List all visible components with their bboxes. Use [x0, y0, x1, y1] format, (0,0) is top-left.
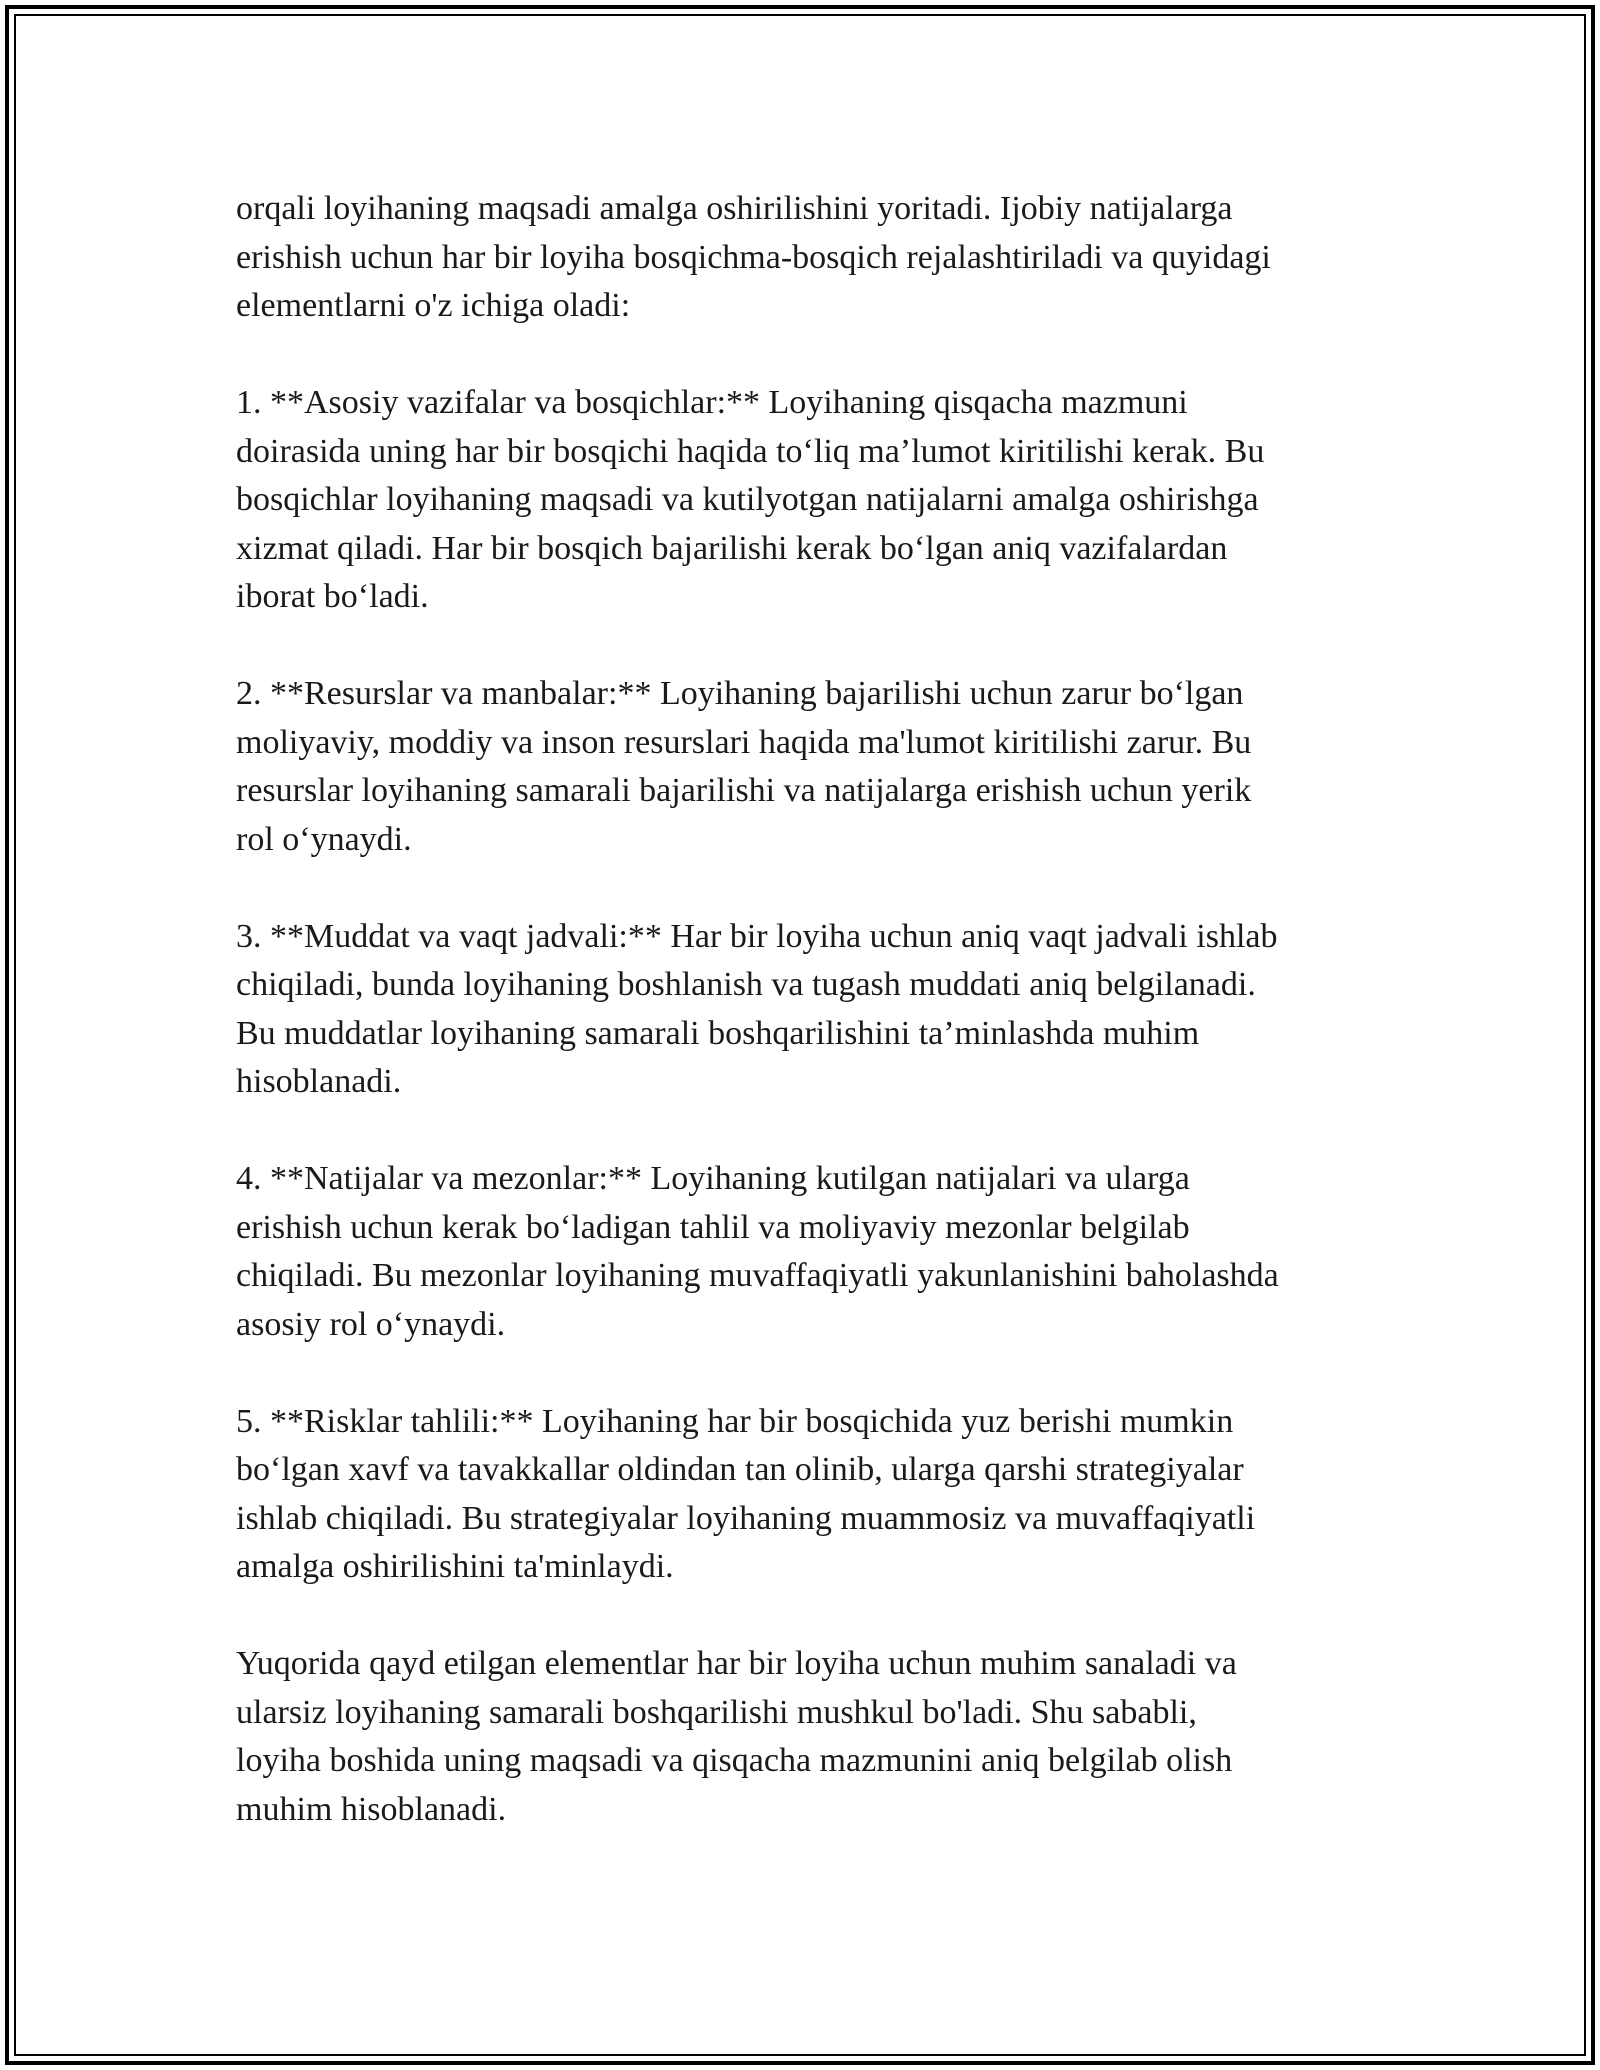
- list-item-results-criteria: 4. **Natijalar va mezonlar:** Loyihaning kutilgan natijalari va ularga erishish uchun kerak bo‘ladigan tahlil va moliyaviy mezonlar belgilab chiqiladi. Bu mezonlar loyihaning muvaffaqiyatli yakunlanishini baholashda asosiy rol o‘ynaydi.: [236, 1160, 1279, 1343]
- intro-paragraph: orqali loyihaning maqsadi amalga oshirilishini yoritadi. Ijobiy natijalarga erishish uchun har bir loyiha bosqichma-bosqich rejalashtiriladi va quyidagi elementlarni o'z ichiga oladi:: [236, 190, 1271, 324]
- list-item-schedule: 3. **Muddat va vaqt jadvali:** Har bir loyiha uchun aniq vaqt jadvali ishlab chiqiladi, bunda loyihaning boshlanish va tugash muddati aniq belgilanadi. Bu muddatlar loyihaning samarali boshqarilishini ta’minlashda muhim hisoblanadi.: [236, 917, 1278, 1100]
- conclusion-paragraph: Yuqorida qayd etilgan elementlar har bir loyiha uchun muhim sanaladi va ularsiz loyihaning samarali boshqarilishi mushkul bo'ladi. Shu sababli, loyiha boshida uning maqsadi va qisqacha mazmunini aniq belgilab olish muhim hisoblanadi.: [236, 1645, 1237, 1828]
- list-item-resources: 2. **Resurslar va manbalar:** Loyihaning bajarilishi uchun zarur bo‘lgan moliyaviy, moddiy va inson resurslari haqida ma'lumot kiritilishi zarur. Bu resurslar loyihaning samarali bajarilishi va natijalarga erishish uchun yerik rol o‘ynaydi.: [236, 675, 1252, 858]
- list-item-tasks-and-stages: 1. **Asosiy vazifalar va bosqichlar:** Loyihaning qisqacha mazmuni doirasida uning har bir bosqichi haqida to‘liq ma’lumot kiritilishi kerak. Bu bosqichlar loyihaning maqsadi va kutilyotgan natijalarni amalga oshirishga xizmat qiladi. Har bir bosqich bajarilishi kerak bo‘lgan aniq vazifalardan iborat bo‘ladi.: [236, 384, 1265, 615]
- document-body: [236, 185, 1376, 1834]
- list-item-risk-analysis: 5. **Risklar tahlili:** Loyihaning har bir bosqichida yuz berishi mumkin bo‘lgan xavf va tavakkallar oldindan tan olinib, ularga qarshi strategiyalar ishlab chiqiladi. Bu strategiyalar loyihaning muammosiz va muvaffaqiyatli amalga oshirilishini ta'minlaydi.: [236, 1402, 1256, 1585]
